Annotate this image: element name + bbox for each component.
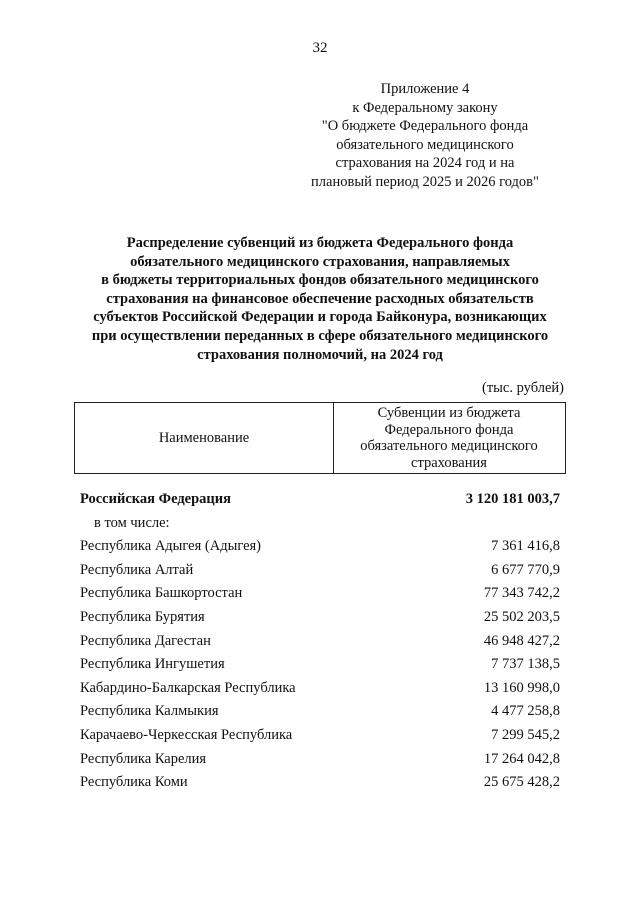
- table-row: [80, 653, 560, 677]
- header-name-column: [75, 403, 334, 473]
- table-row: [80, 677, 560, 701]
- title-line: обязательного медицинского страхования, направляемых: [130, 253, 510, 270]
- table-subheading: [80, 512, 560, 536]
- row-value: 46 948 427,2: [483, 632, 560, 649]
- header-name-label: Наименование: [158, 429, 250, 446]
- table-row: [80, 724, 560, 748]
- table-row: [80, 606, 560, 630]
- row-name: Республика Дагестан: [80, 632, 211, 649]
- header-amount-column: [333, 403, 565, 473]
- row-value: 25 502 203,5: [483, 608, 560, 625]
- table-row: [80, 630, 560, 654]
- row-name: Республика Адыгея (Адыгея): [80, 538, 262, 555]
- table-row: [80, 700, 560, 724]
- document-title: [70, 234, 570, 364]
- appendix-line: обязательного медицинского: [336, 136, 514, 153]
- header-amount-line: Федерального фонда: [384, 421, 514, 438]
- table-header: [74, 402, 566, 474]
- row-value: 6 677 770,9: [491, 561, 560, 578]
- header-amount-line: Субвенции из бюджета: [377, 405, 521, 421]
- title-line: при осуществлении переданных в сфере обязательного медицинского: [91, 327, 549, 344]
- header-amount-line: обязательного медицинского: [360, 438, 538, 454]
- title-line: страхования на финансовое обеспечение расходных обязательств: [106, 290, 534, 307]
- row-name: Республика Алтай: [80, 561, 194, 578]
- row-name: Республика Ингушетия: [80, 656, 225, 673]
- row-name: Республика Калмыкия: [80, 703, 219, 720]
- subheading-label: в том числе:: [94, 514, 170, 531]
- title-line: Распределение субвенций из бюджета Федерального фонда: [126, 235, 514, 251]
- title-line: в бюджеты территориальных фондов обязательного медицинского: [101, 272, 539, 289]
- row-name: Кабардино-Балкарская Республика: [80, 679, 296, 696]
- row-value: 3 120 181 003,7: [465, 491, 560, 507]
- table-body: [80, 488, 560, 795]
- row-name: Республика Башкортостан: [80, 585, 243, 602]
- row-value: 7 299 545,2: [491, 726, 560, 743]
- row-name: Республика Карелия: [80, 750, 207, 767]
- table-row: [80, 559, 560, 583]
- row-name: Российская Федерация: [80, 491, 231, 507]
- appendix-line: плановый период 2025 и 2026 годов": [311, 173, 539, 190]
- row-name: Республика Коми: [80, 774, 188, 791]
- table-row: [80, 748, 560, 772]
- row-value: 7 737 138,5: [491, 656, 560, 673]
- row-value: 25 675 428,2: [483, 774, 560, 791]
- table-row: [80, 582, 560, 606]
- table-row: [80, 771, 560, 795]
- appendix-line: страхования на 2024 год и на: [335, 155, 515, 171]
- row-name: Карачаево-Черкесская Республика: [80, 726, 293, 743]
- appendix-line: к Федеральному закону: [352, 99, 498, 116]
- row-value: 7 361 416,8: [491, 538, 560, 555]
- appendix-line: Приложение 4: [380, 81, 470, 97]
- row-value: 4 477 258,8: [491, 703, 560, 720]
- header-amount-line: страхования: [411, 454, 487, 471]
- title-line: страхования полномочий, на 2024 год: [197, 346, 443, 363]
- appendix-line: "О бюджете Федерального фонда: [321, 118, 529, 134]
- row-value: 13 160 998,0: [483, 679, 560, 696]
- units-label: (тыс. рублей): [482, 380, 564, 396]
- table-row: [80, 535, 560, 559]
- row-value: 77 343 742,2: [483, 585, 560, 602]
- row-name: Республика Бурятия: [80, 608, 205, 625]
- row-value: 17 264 042,8: [483, 750, 560, 767]
- page-number: 32: [312, 40, 328, 56]
- appendix-note: [300, 80, 550, 191]
- title-line: субъектов Российской Федерации и города Байконура, возникающих: [93, 309, 547, 326]
- table-row-total: [80, 488, 560, 512]
